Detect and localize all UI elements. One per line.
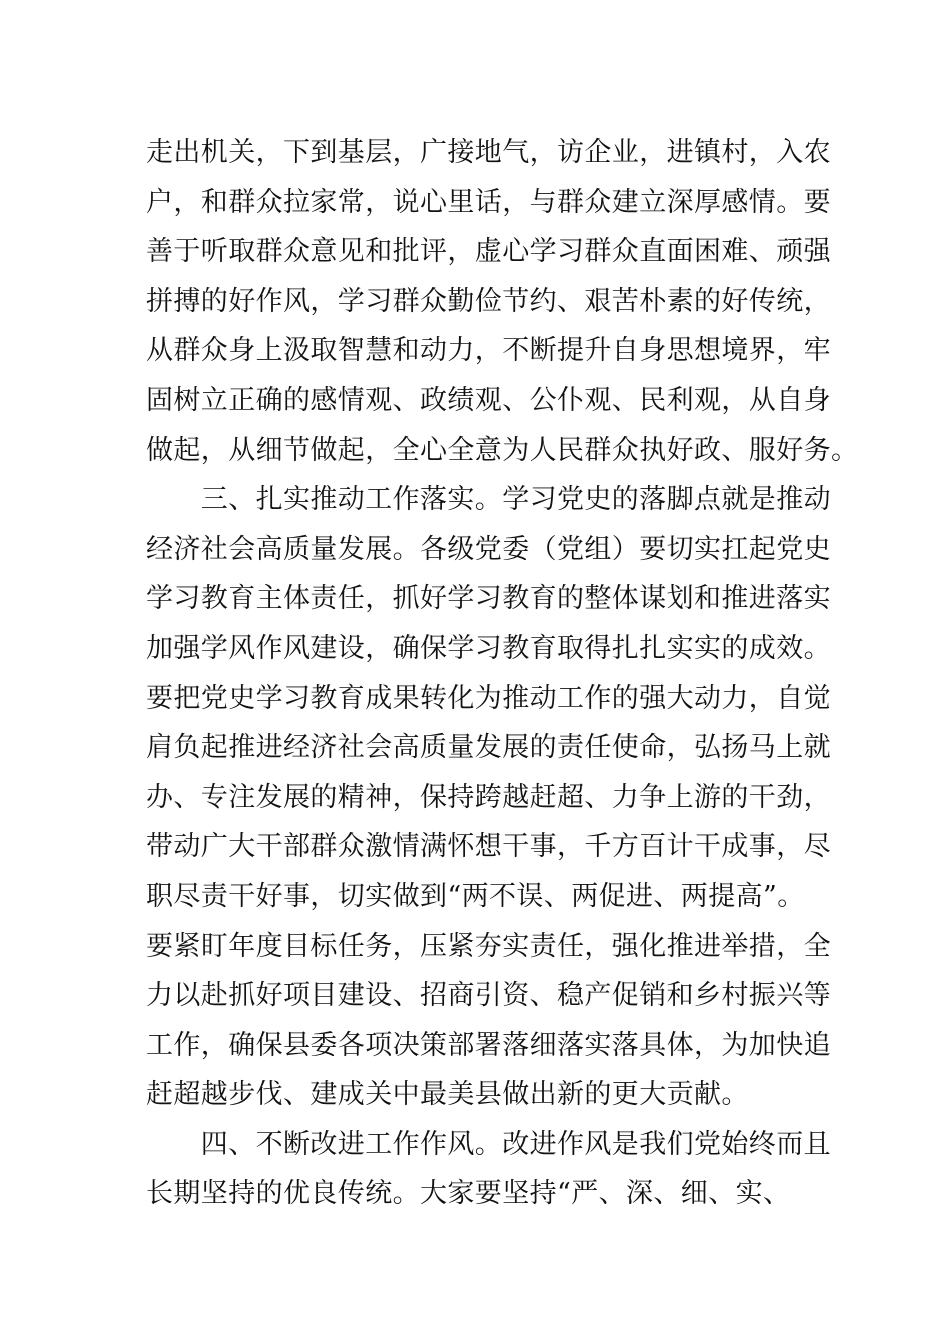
text-line: 走出机关，下到基层，广接地气，访企业，进镇村，入农 [146,137,831,168]
text-line: 拼搏的好作风，学习群众勤俭节约、艰苦朴素的好传统， [146,285,831,317]
text-line: 要紧盯年度目标任务，压紧夯实责任，强化推进举措，全 [146,930,831,962]
text-line: 职尽责干好事，切实做到“两不误、两促进、两提高”。 [146,880,805,912]
text-line: 要把党史学习教育成果转化为推动工作的强大动力，自觉 [146,682,831,714]
text-line: 肩负起推进经济社会高质量发展的责任使命，弘扬马上就 [146,732,831,764]
document-body [146,128,859,1219]
text-line: 办、专注发展的精神，保持跨越赶超、力争上游的干劲， [146,781,831,813]
section-three-heading-line: 三、扎实推动工作落实。学习党史的落脚点就是推动 [146,484,831,516]
text-line: 带动广大干部群众激情满怀想干事，千方百计干成事，尽 [146,831,831,863]
section-four-heading-line: 四、不断改进工作作风。改进作风是我们党始终而且 [146,1128,831,1160]
text-line: 善于听取群众意见和批评，虚心学习群众直面困难、顽强 [146,236,831,268]
text-line: 经济社会高质量发展。各级党委（党组）要切实扛起党史 [146,533,831,565]
text-line: 长期坚持的优良传统。大家要坚持“严、深、细、实、 [146,1178,791,1210]
text-line: 做起，从细节做起，全心全意为人民群众执好政、服好务。 [146,434,859,466]
text-line: 加强学风作风建设，确保学习教育取得扎扎实实的成效。 [146,632,831,664]
text-line: 固树立正确的感情观、政绩观、公仆观、民利观，从自身 [146,384,831,416]
text-line: 户，和群众拉家常，说心里话，与群众建立深厚感情。要 [146,186,831,218]
text-line: 赶超越步伐、建成关中最美县做出新的更大贡献。 [146,1079,749,1111]
text-line: 从群众身上汲取智慧和动力，不断提升自身思想境界，牢 [146,335,831,367]
text-line: 力以赴抓好项目建设、招商引资、稳产促销和乡村振兴等 [146,980,831,1012]
text-line: 工作，确保县委各项决策部署落细落实落具体，为加快追 [146,1029,831,1061]
text-line: 学习教育主体责任，抓好学习教育的整体谋划和推进落实 [146,583,831,615]
